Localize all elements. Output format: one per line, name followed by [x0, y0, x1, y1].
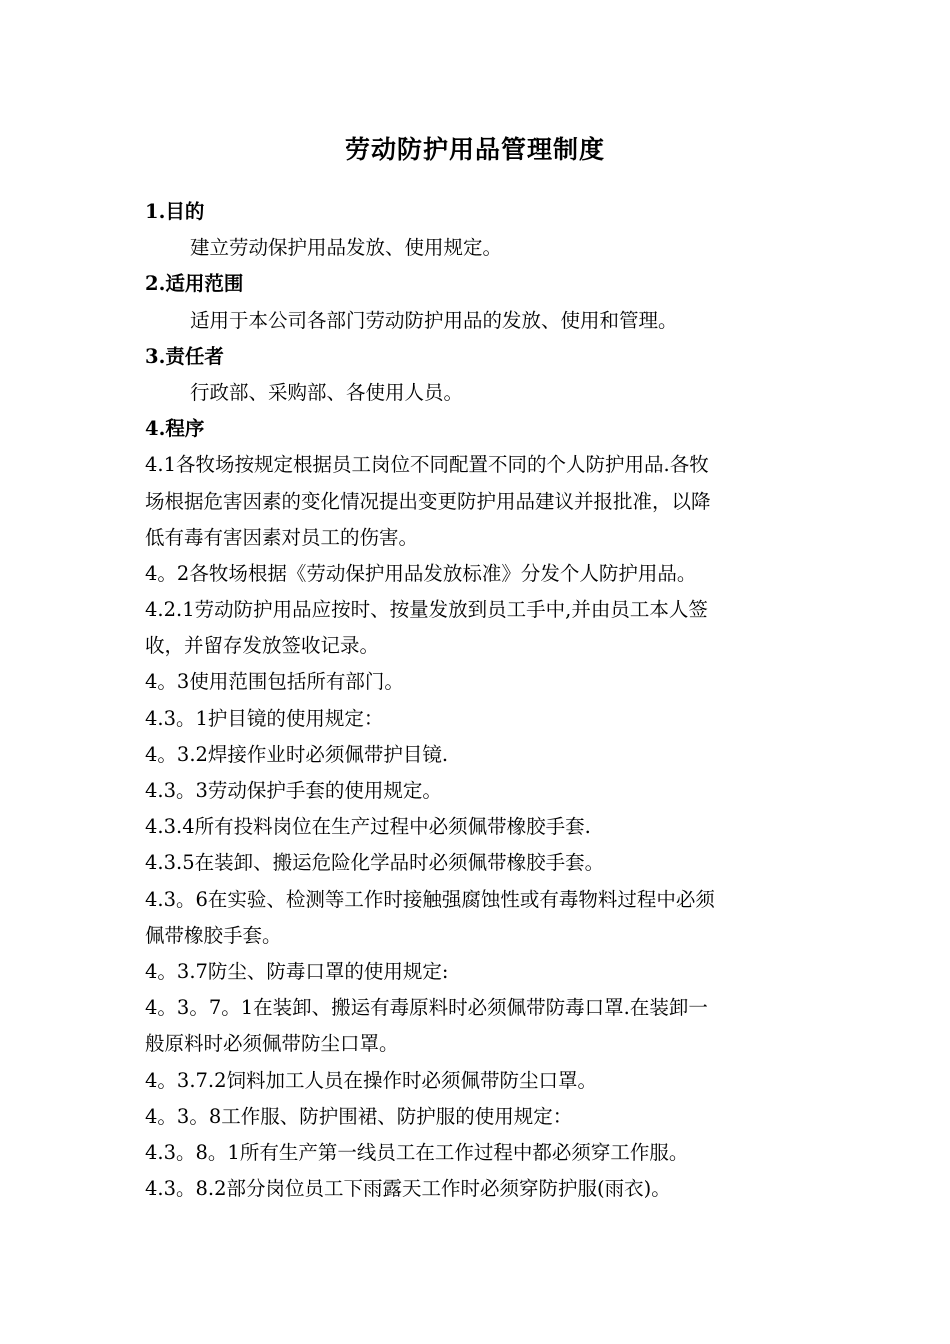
paragraph-line: 4.3。6在实验、检测等工作时接触强腐蚀性或有毒物料过程中必须 [145, 887, 715, 911]
paragraph-line: 4.3.4所有投料岗位在生产过程中必须佩带橡胶手套. [145, 815, 591, 839]
paragraph-line: 4。3。7。1在装卸、搬运有毒原料时必须佩带防毒口罩.在装卸一 [145, 996, 708, 1020]
paragraph-line: 4.1各牧场按规定根据员工岗位不同配置不同的个人防护用品.各牧 [145, 453, 709, 477]
paragraph-line: 4.3.5在装卸、搬运危险化学品时必须佩带橡胶手套。 [145, 851, 605, 875]
paragraph-line: 4。3.7防尘、防毒口罩的使用规定: [145, 959, 449, 983]
section-heading: 2.适用范围 [145, 272, 244, 296]
paragraph-line: 适用于本公司各部门劳动防护用品的发放、使用和管理。 [190, 308, 678, 332]
paragraph-line: 低有毒有害因素对员工的伤害。 [145, 525, 419, 549]
section-heading: 1.目的 [145, 200, 205, 223]
paragraph-line: 4。3使用范围包括所有部门。 [145, 670, 404, 694]
paragraph-line: 建立劳动保护用品发放、使用规定。 [190, 236, 503, 260]
paragraph-line: 4.3。1护目镜的使用规定： [145, 706, 384, 730]
paragraph-line: 场根据危害因素的变化情况提出变更防护用品建议并报批准，以降 [145, 489, 711, 513]
paragraph-line: 4.2.1劳动防护用品应按时、按量发放到员工手中,并由员工本人签 [145, 598, 708, 622]
paragraph-line: 4.3。3劳动保护手套的使用规定。 [145, 779, 442, 802]
document-title: 劳动防护用品管理制度 [344, 135, 605, 164]
paragraph-line: 般原料时必须佩带防尘口罩。 [145, 1032, 399, 1056]
paragraph-line: 4。3.7.2饲料加工人员在操作时必须佩带防尘口罩。 [145, 1068, 598, 1092]
paragraph-line: 4。2各牧场根据《劳动保护用品发放标准》分发个人防护用品。 [145, 561, 697, 585]
paragraph-line: 4。3.2焊接作业时必须佩带护目镜. [145, 742, 449, 766]
paragraph-line: 收，并留存发放签收记录。 [145, 634, 380, 658]
paragraph-line: 佩带橡胶手套。 [145, 923, 282, 947]
paragraph-line: 行政部、采购部、各使用人员。 [190, 380, 464, 404]
section-heading: 3.责任者 [145, 344, 224, 368]
section-heading: 4.程序 [145, 417, 205, 441]
document-body [145, 194, 810, 1207]
paragraph-line: 4.3。8。1所有生产第一线员工在工作过程中都必须穿工作服。 [145, 1140, 689, 1164]
paragraph-line: 4。3。8工作服、防护围裙、防护服的使用规定： [145, 1104, 573, 1128]
paragraph-line: 4.3。8.2部分岗位员工下雨露天工作时必须穿防护服(雨衣)。 [145, 1177, 671, 1201]
